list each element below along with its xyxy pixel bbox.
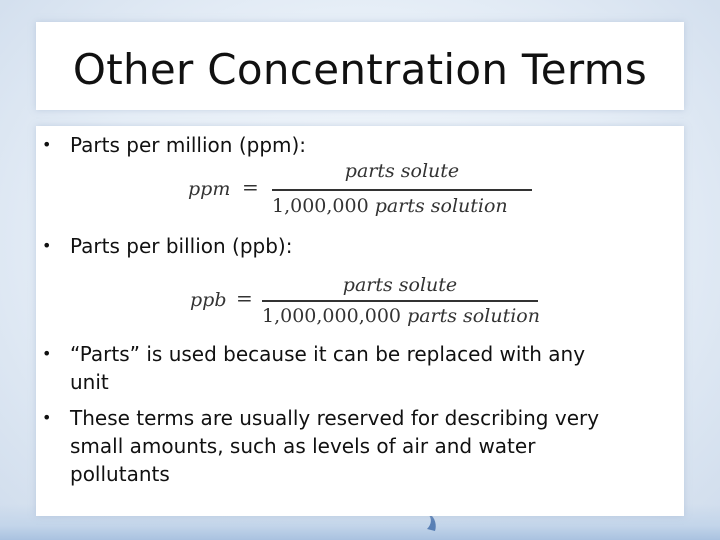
- formula-ppm: [188, 160, 538, 220]
- denominator-number: 1,000,000,000: [262, 305, 402, 327]
- formula-denominator: [272, 195, 508, 217]
- bullet-text: Parts per million (ppm):: [70, 133, 307, 157]
- fraction-bar: [272, 189, 532, 191]
- formula-equals: =: [236, 286, 253, 310]
- bullet-text: Parts per billion (ppb):: [70, 234, 293, 258]
- bullet-text-line-1: These terms are usually reserved for describing very: [70, 406, 600, 430]
- formula-denominator: [262, 305, 540, 327]
- denominator-text: parts solution: [407, 305, 540, 327]
- denominator-number: 1,000,000: [272, 195, 369, 217]
- fraction-bar: [262, 300, 538, 302]
- bullet-text-line-2: small amounts, such as levels of air and water: [70, 434, 536, 458]
- formula-ppb: [190, 274, 540, 330]
- bullet-text-line-1: “Parts” is used because it can be replaced with any: [70, 342, 586, 366]
- bullet-dot: •: [42, 344, 52, 363]
- bullet-dot: •: [42, 408, 52, 427]
- formula-lhs: ppb: [190, 289, 227, 311]
- bullet-dot: •: [42, 236, 52, 255]
- denominator-text: parts solution: [374, 195, 508, 217]
- bullet-text-line-2: unit: [70, 370, 109, 394]
- formula-numerator: parts solute: [344, 160, 460, 182]
- bullet-text-line-3: pollutants: [70, 462, 170, 486]
- formula-equals: =: [242, 175, 259, 199]
- slide-title: Other Concentration Terms: [72, 45, 648, 94]
- formula-numerator: parts solute: [342, 274, 458, 296]
- bullet-dot: •: [42, 135, 52, 154]
- formula-lhs: ppm: [188, 178, 231, 200]
